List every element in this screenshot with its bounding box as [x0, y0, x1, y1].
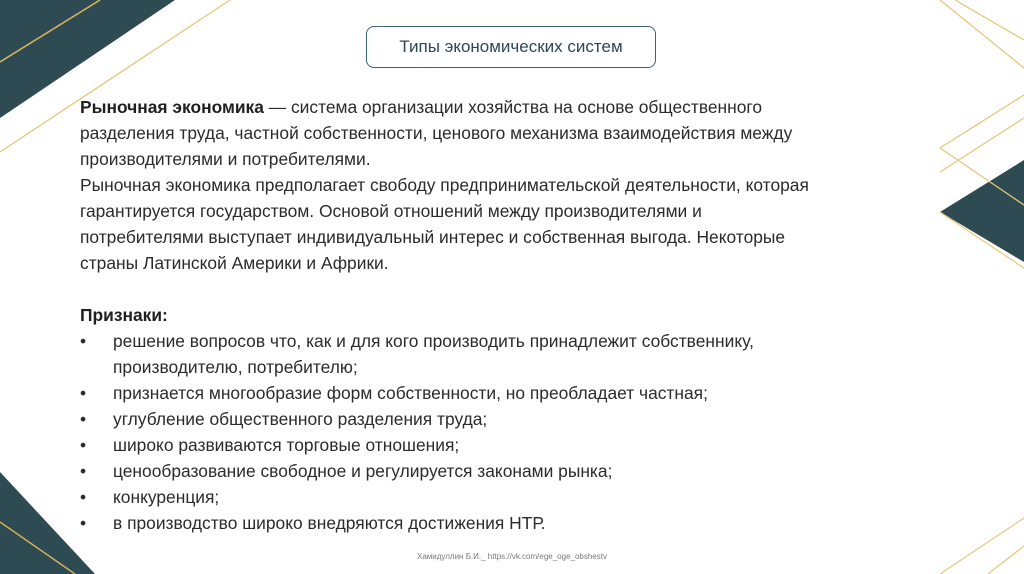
- bullet-icon: •: [80, 331, 87, 351]
- spacer: [80, 276, 930, 302]
- list-item-line: углубление общественного разделения труда;: [113, 409, 488, 429]
- paragraph-line-4: страны Латинской Америки и Африки.: [80, 253, 389, 273]
- footer-credit: Хамидуллин Б.И._ https://vk.com/ege_oge_obshestv: [417, 552, 607, 561]
- list-item: [80, 380, 930, 406]
- definition-term: Рыночная экономика: [80, 97, 264, 117]
- list-item: [80, 458, 930, 484]
- paragraph-line-1: Рыночная экономика предполагает свободу предпринимательской деятельности, которая: [80, 175, 809, 195]
- definition-text: — система организации хозяйства на основе общественного: [263, 97, 763, 117]
- list-item: [80, 484, 930, 510]
- bullet-icon: •: [80, 383, 87, 403]
- list-item-line: производителю, потребителю;: [113, 357, 358, 377]
- bullet-icon: •: [80, 513, 87, 533]
- bullet-icon: •: [80, 487, 87, 507]
- bullet-icon: •: [80, 409, 87, 429]
- bullet-icon: •: [80, 461, 87, 481]
- right-teal-shape: [940, 160, 1024, 262]
- list-item-line: признается многообразие форм собственности, но преобладает частная;: [113, 383, 708, 403]
- list-item: [80, 406, 930, 432]
- list-item-line: в производство широко внедряются достижения НТР.: [113, 513, 546, 533]
- signs-list: [80, 328, 930, 536]
- list-item: [80, 328, 930, 380]
- slide-title: Типы экономических систем: [399, 37, 623, 56]
- paragraph-line-2: гарантируется государством. Основой отношений между производителями и: [80, 201, 702, 221]
- right-gold-line-3: [940, 95, 1024, 148]
- list-item-line: ценообразование свободное и регулируется законами рынка;: [113, 461, 613, 481]
- definition-line-3: производителями и потребителями.: [80, 149, 371, 169]
- list-item-line: широко развиваются торговые отношения;: [113, 435, 460, 455]
- list-item-line: решение вопросов что, как и для кого производить принадлежит собственнику,: [113, 331, 754, 351]
- signs-heading: [80, 302, 930, 328]
- signs-heading-text: Признаки:: [80, 305, 168, 325]
- right-gold-line-1: [940, 0, 1024, 68]
- title-box: [366, 26, 656, 68]
- definition-line-1: [80, 94, 930, 120]
- list-item-line: конкуренция;: [113, 487, 220, 507]
- bottom-right-gold-line-1: [940, 518, 1024, 574]
- bullet-icon: •: [80, 435, 87, 455]
- list-item: [80, 432, 930, 458]
- main-content: [80, 94, 930, 536]
- definition-line-2: разделения труда, частной собственности, ценового механизма взаимодействия между: [80, 123, 793, 143]
- right-gold-line-5: [940, 118, 1024, 172]
- list-item: [80, 510, 930, 536]
- paragraph-line-3: потребителями выступает индивидуальный интерес и собственная выгода. Некоторые: [80, 227, 786, 247]
